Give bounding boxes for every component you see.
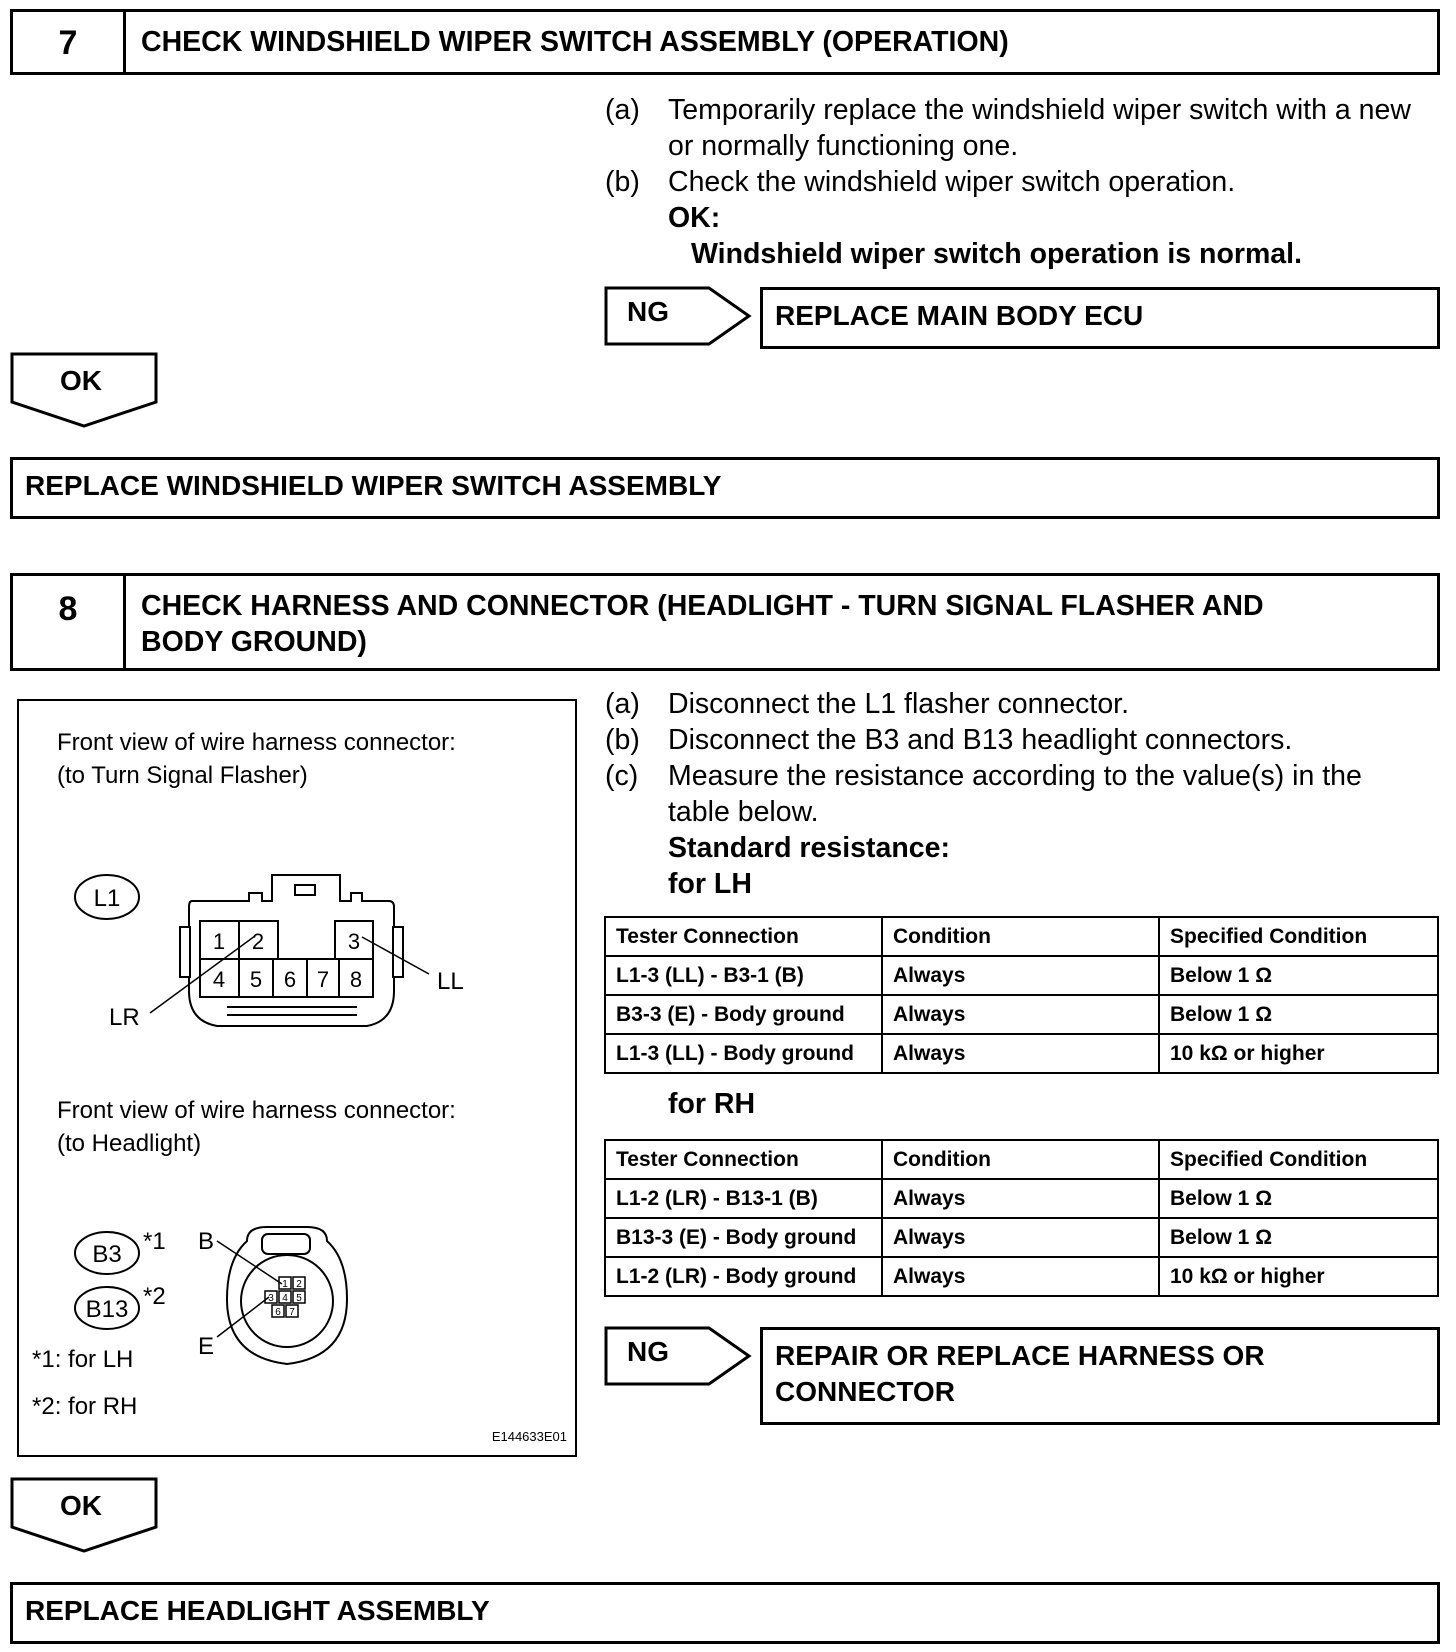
- step7-title: CHECK WINDSHIELD WIPER SWITCH ASSEMBLY (OPERATION): [141, 26, 1009, 58]
- table-row: B13-3 (E) - Body ground Always Below 1 Ω: [605, 1218, 1438, 1257]
- l1-label: L1: [93, 885, 121, 912]
- list-item: (b) Disconnect the B3 and B13 headlight connectors.: [605, 724, 1293, 756]
- b13-label: B13: [85, 1296, 129, 1323]
- pin-7: 7: [316, 967, 330, 992]
- hpin-2: 2: [296, 1279, 302, 1290]
- star1-mark: *1: [143, 1228, 166, 1255]
- ok-label: OK: [60, 365, 102, 396]
- pin-4: 4: [212, 967, 226, 992]
- hpin-1: 1: [282, 1279, 288, 1290]
- pin-8: 8: [349, 967, 363, 992]
- pin-2: 2: [251, 929, 265, 954]
- star2-mark: *2: [143, 1283, 166, 1310]
- step7-number: 7: [13, 12, 126, 72]
- step7-header: [10, 9, 1440, 75]
- table-row: L1-3 (LL) - Body ground Always 10 kΩ or higher: [605, 1034, 1438, 1073]
- step8-title: CHECK HARNESS AND CONNECTOR (HEADLIGHT - TURN SIGNAL FLASHER AND BODY GROUND): [141, 590, 1264, 658]
- step8-instructions: [605, 686, 1425, 902]
- list-item: (c) Measure the resistance according to the value(s) in the table below.: [605, 760, 1362, 828]
- table-header-row: Tester Connection Condition Specified Condition: [605, 1140, 1438, 1179]
- hpin-3: 3: [268, 1293, 274, 1304]
- ng-label: NG: [627, 296, 669, 327]
- note-rh: *2: for RH: [32, 1393, 138, 1420]
- b3-label: B3: [92, 1241, 122, 1268]
- list-item: (a) Disconnect the L1 flasher connector.: [605, 688, 1130, 720]
- ok-label: OK:: [668, 202, 721, 234]
- ll-label: LL: [437, 968, 464, 995]
- pin-5: 5: [249, 967, 263, 992]
- lh-spec-table: [604, 916, 1439, 1074]
- list-item: (a) Temporarily replace the windshield wiper switch with a new or normally functioning one.: [605, 94, 1411, 162]
- lr-label: LR: [109, 1004, 140, 1031]
- table-row: B3-3 (E) - Body ground Always Below 1 Ω: [605, 995, 1438, 1034]
- table-row: L1-3 (LL) - B3-1 (B) Always Below 1 Ω: [605, 956, 1438, 995]
- step7-instructions: [605, 92, 1425, 272]
- table-row: L1-2 (LR) - B13-1 (B) Always Below 1 Ω: [605, 1179, 1438, 1218]
- hpin-5: 5: [296, 1293, 302, 1304]
- pin-3: 3: [347, 929, 361, 954]
- figure-id: E144633E01: [491, 1429, 567, 1444]
- standard-label: Standard resistance:: [668, 832, 950, 864]
- headlight-connector-diagram: [17, 699, 577, 1457]
- e-label: E: [198, 1333, 215, 1360]
- ok-label: OK: [60, 1490, 102, 1521]
- step8-number: 8: [13, 576, 126, 668]
- ok-result: REPLACE WINDSHIELD WIPER SWITCH ASSEMBLY: [10, 457, 1440, 519]
- for-rh-label: for RH: [668, 1088, 756, 1120]
- ok-criteria: Windshield wiper switch operation is normal.: [691, 238, 1302, 270]
- b-label: B: [198, 1228, 215, 1255]
- hpin-6: 6: [275, 1307, 281, 1318]
- figure-caption-flasher: Front view of wire harness connector: (to Turn Signal Flasher): [57, 729, 456, 789]
- ng-label: NG: [627, 1336, 669, 1367]
- list-item: (b) Check the windshield wiper switch operation.: [605, 166, 1236, 198]
- ng-result: REPLACE MAIN BODY ECU: [760, 287, 1440, 349]
- ok-result: REPLACE HEADLIGHT ASSEMBLY: [10, 1582, 1440, 1644]
- pin-6: 6: [283, 967, 297, 992]
- step8-header: [10, 573, 1440, 671]
- table-header-row: Tester Connection Condition Specified Condition: [605, 917, 1438, 956]
- ng-result: REPAIR OR REPLACE HARNESS OR CONNECTOR: [760, 1327, 1440, 1425]
- table-row: L1-2 (LR) - Body ground Always 10 kΩ or higher: [605, 1257, 1438, 1296]
- hpin-7: 7: [289, 1307, 295, 1318]
- rh-spec-table: [604, 1139, 1439, 1297]
- note-lh: *1: for LH: [32, 1346, 134, 1373]
- pin-1: 1: [212, 929, 226, 954]
- for-lh-label: for LH: [668, 868, 752, 900]
- hpin-4: 4: [282, 1293, 288, 1304]
- figure-caption-headlight: Front view of wire harness connector: (to Headlight): [57, 1097, 456, 1157]
